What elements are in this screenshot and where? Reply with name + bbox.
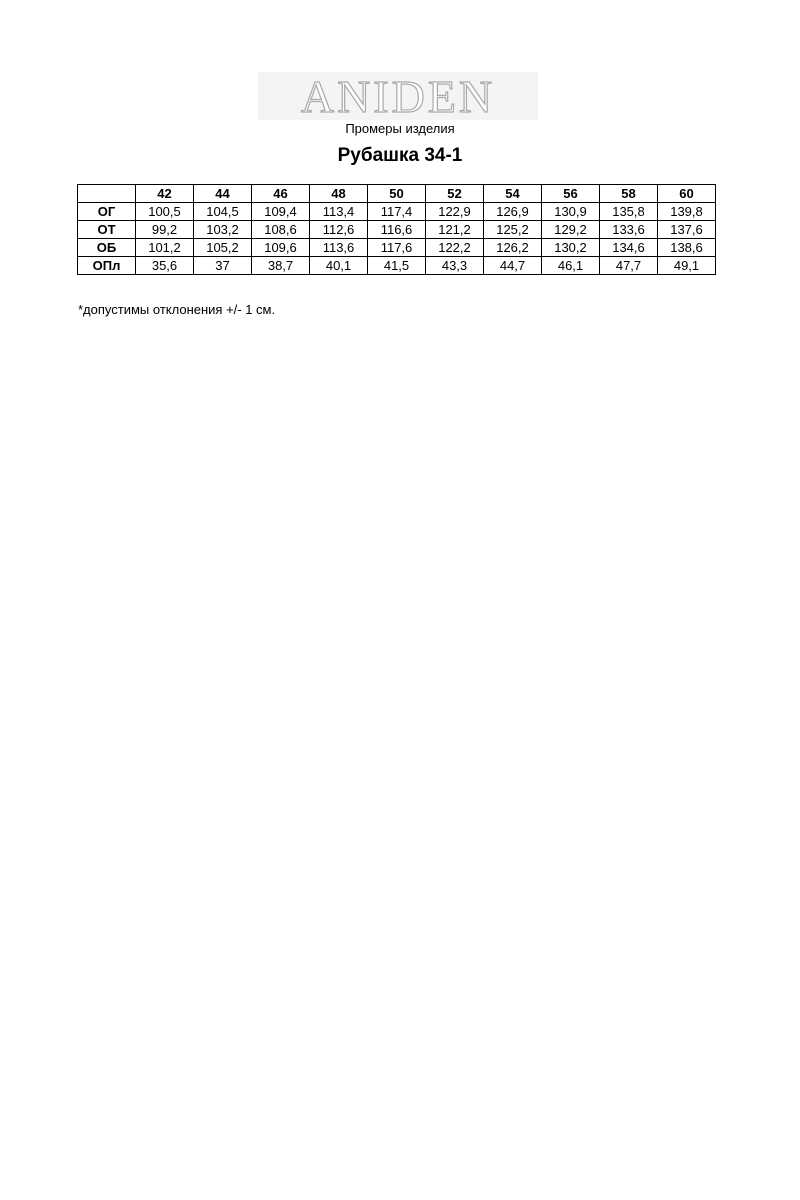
- measurement-value-cell: 135,8: [600, 203, 658, 221]
- measurement-value-cell: 137,6: [658, 221, 716, 239]
- measurement-value-cell: 133,6: [600, 221, 658, 239]
- measurement-value-cell: 49,1: [658, 257, 716, 275]
- size-table: [77, 184, 716, 275]
- measurement-value-cell: 44,7: [484, 257, 542, 275]
- page-title: Рубашка 34-1: [337, 145, 463, 166]
- measurement-value-cell: 35,6: [136, 257, 194, 275]
- brand-logo-text: ANIDEN: [300, 71, 496, 122]
- size-header-cell: 44: [194, 185, 252, 203]
- measurement-value-cell: 113,6: [310, 239, 368, 257]
- size-header-cell: 50: [368, 185, 426, 203]
- size-header-cell: 46: [252, 185, 310, 203]
- measurement-value-cell: 99,2: [136, 221, 194, 239]
- table-corner-cell: [78, 185, 136, 203]
- table-row: [78, 203, 716, 221]
- table-row: [78, 221, 716, 239]
- measurement-value-cell: 134,6: [600, 239, 658, 257]
- size-header-cell: 52: [426, 185, 484, 203]
- size-header-cell: 58: [600, 185, 658, 203]
- size-header-cell: 56: [542, 185, 600, 203]
- table-header-row: [78, 185, 716, 203]
- tolerance-note: *допустимы отклонения +/- 1 см.: [78, 302, 276, 317]
- measurement-value-cell: 122,9: [426, 203, 484, 221]
- measurement-value-cell: 125,2: [484, 221, 542, 239]
- measurement-value-cell: 117,4: [368, 203, 426, 221]
- measurement-label-cell: ОБ: [78, 239, 136, 257]
- measurement-value-cell: 41,5: [368, 257, 426, 275]
- brand-logo: [258, 72, 538, 120]
- measurement-value-cell: 101,2: [136, 239, 194, 257]
- measurement-value-cell: 109,4: [252, 203, 310, 221]
- table-row: [78, 239, 716, 257]
- measurement-value-cell: 116,6: [368, 221, 426, 239]
- measurement-value-cell: 109,6: [252, 239, 310, 257]
- measurement-value-cell: 100,5: [136, 203, 194, 221]
- measurement-value-cell: 126,2: [484, 239, 542, 257]
- measurement-value-cell: 121,2: [426, 221, 484, 239]
- measurement-value-cell: 104,5: [194, 203, 252, 221]
- page-subtitle: Промеры изделия: [345, 121, 455, 136]
- measurement-value-cell: 105,2: [194, 239, 252, 257]
- measurement-value-cell: 43,3: [426, 257, 484, 275]
- size-header-cell: 42: [136, 185, 194, 203]
- measurement-value-cell: 112,6: [310, 221, 368, 239]
- measurement-label-cell: ОГ: [78, 203, 136, 221]
- size-header-cell: 54: [484, 185, 542, 203]
- measurement-value-cell: 126,9: [484, 203, 542, 221]
- measurement-value-cell: 38,7: [252, 257, 310, 275]
- measurement-value-cell: 139,8: [658, 203, 716, 221]
- measurement-value-cell: 47,7: [600, 257, 658, 275]
- measurement-label-cell: ОТ: [78, 221, 136, 239]
- size-header-cell: 48: [310, 185, 368, 203]
- measurement-value-cell: 46,1: [542, 257, 600, 275]
- measurement-value-cell: 117,6: [368, 239, 426, 257]
- measurement-label-cell: ОПл: [78, 257, 136, 275]
- measurement-value-cell: 108,6: [252, 221, 310, 239]
- measurement-value-cell: 103,2: [194, 221, 252, 239]
- measurement-value-cell: 129,2: [542, 221, 600, 239]
- measurement-value-cell: 130,2: [542, 239, 600, 257]
- measurement-value-cell: 113,4: [310, 203, 368, 221]
- measurement-value-cell: 122,2: [426, 239, 484, 257]
- measurement-value-cell: 37: [194, 257, 252, 275]
- measurement-value-cell: 138,6: [658, 239, 716, 257]
- measurement-value-cell: 130,9: [542, 203, 600, 221]
- size-table-body: [78, 185, 716, 275]
- size-header-cell: 60: [658, 185, 716, 203]
- measurement-value-cell: 40,1: [310, 257, 368, 275]
- table-row: [78, 257, 716, 275]
